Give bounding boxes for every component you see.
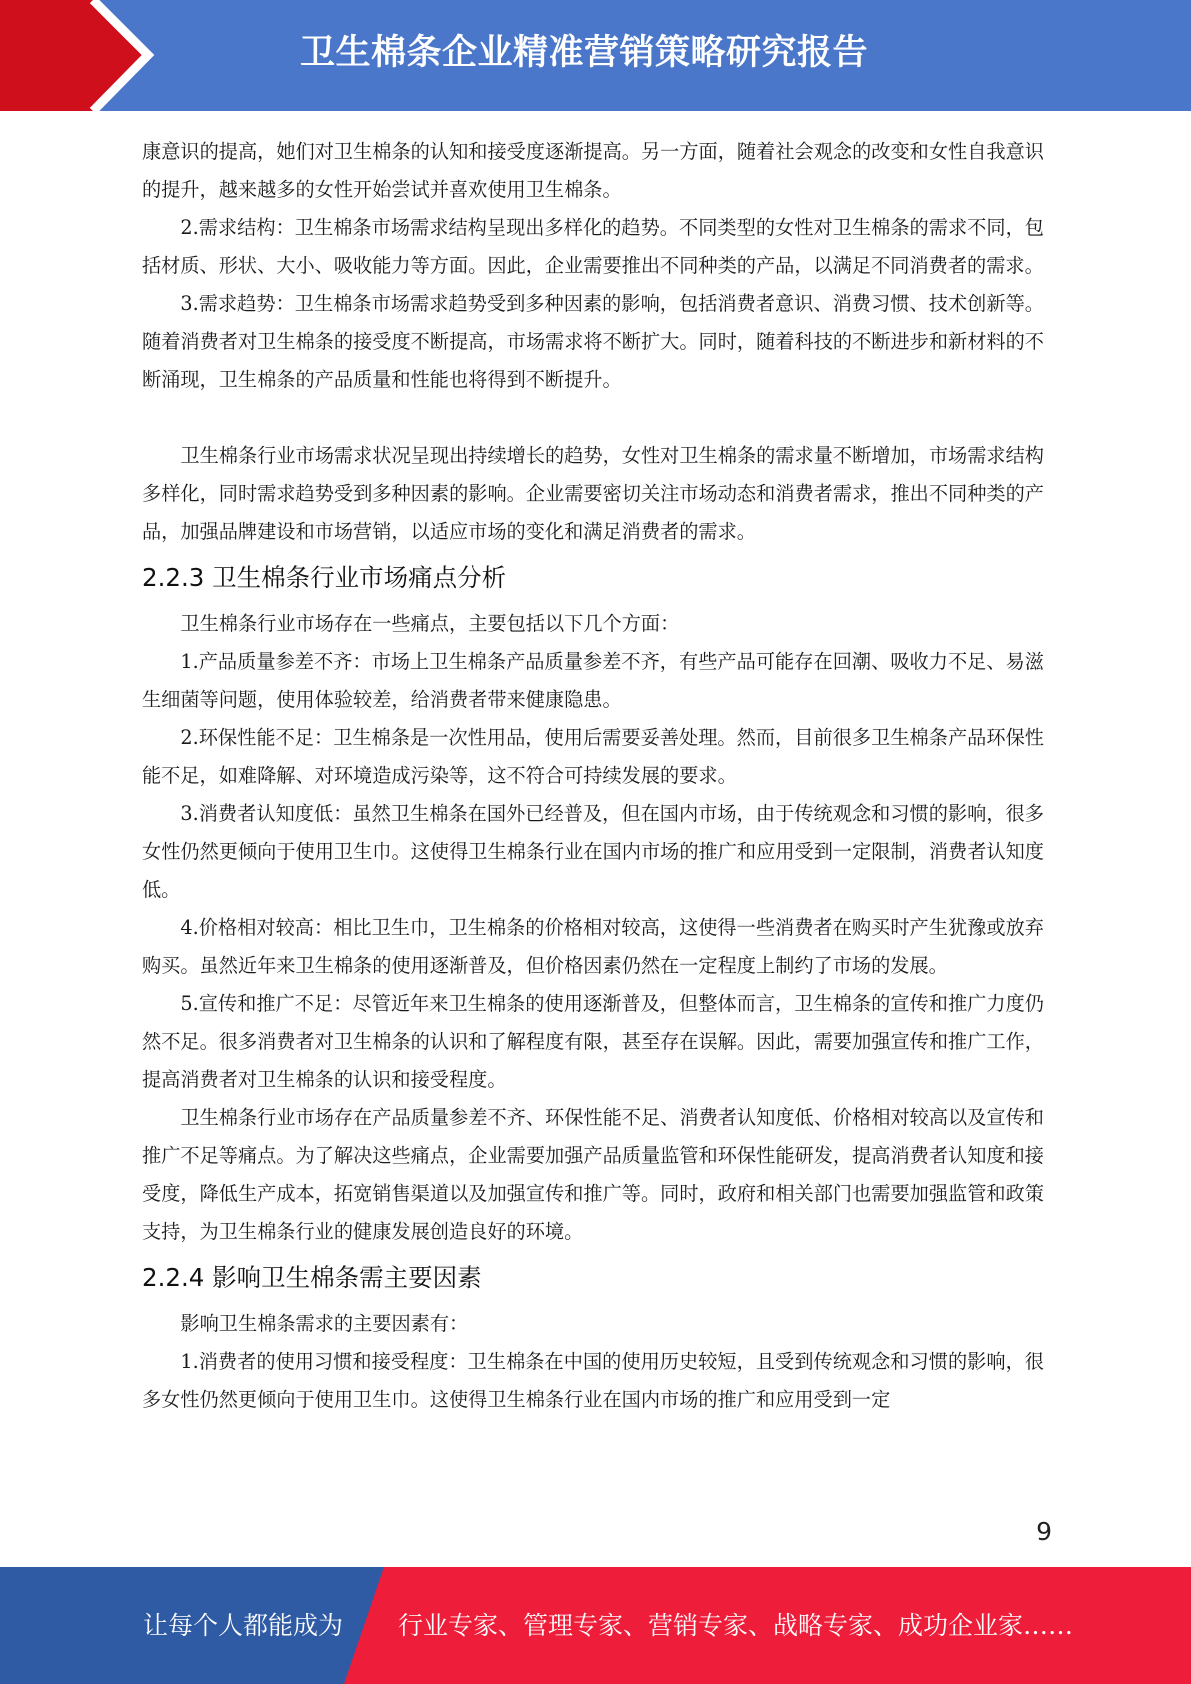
page-footer — [0, 1567, 1191, 1684]
spacer — [142, 399, 1044, 437]
paragraph: 卫生棉条行业市场需求状况呈现出持续增长的趋势，女性对卫生棉条的需求量不断增加，市场需求结构多样化，同时需求趋势受到多种因素的影响。企业需要密切关注市场动态和消费者需求，推出不同种类的产品，加强品牌建设和市场营销，以适应市场的变化和满足消费者的需求。 — [142, 444, 1044, 543]
page-number: 9 — [1036, 1517, 1052, 1546]
paragraph: 3.需求趋势：卫生棉条市场需求趋势受到多种因素的影响，包括消费者意识、消费习惯、技术创新等。随着消费者对卫生棉条的接受度不断提高，市场需求将不断扩大。同时，随着科技的不断进步和新材料的不断涌现，卫生棉条的产品质量和性能也将得到不断提升。 — [142, 292, 1044, 391]
paragraph: 2.需求结构：卫生棉条市场需求结构呈现出多样化的趋势。不同类型的女性对卫生棉条的需求不同，包括材质、形状、大小、吸收能力等方面。因此，企业需要推出不同种类的产品，以满足不同消费者的需求。 — [142, 216, 1044, 277]
paragraph: 4.价格相对较高：相比卫生巾，卫生棉条的价格相对较高，这使得一些消费者在购买时产生犹豫或放弃购买。虽然近年来卫生棉条的使用逐渐普及，但价格因素仍然在一定程度上制约了市场的发展。 — [142, 916, 1044, 977]
paragraph: 卫生棉条行业市场存在一些痛点，主要包括以下几个方面： — [180, 612, 680, 635]
footer-slogan-right: 行业专家、管理专家、营销专家、战略专家、成功企业家…… — [398, 1611, 1074, 1640]
paragraph: 1.产品质量参差不齐：市场上卫生棉条产品质量参差不齐，有些产品可能存在回潮、吸收力不足、易滋生细菌等问题，使用体验较差，给消费者带来健康隐患。 — [142, 650, 1044, 711]
paragraph: 2.环保性能不足：卫生棉条是一次性用品，使用后需要妥善处理。然而，目前很多卫生棉条产品环保性能不足，如难降解、对环境造成污染等，这不符合可持续发展的要求。 — [142, 726, 1044, 787]
document-body — [142, 133, 1044, 1419]
paragraph: 影响卫生棉条需求的主要因素有： — [180, 1312, 469, 1335]
section-heading: 2.2.3 卫生棉条行业市场痛点分析 — [142, 563, 507, 592]
paragraph: 1.消费者的使用习惯和接受程度：卫生棉条在中国的使用历史较短，且受到传统观念和习惯的影响，很多女性仍然更倾向于使用卫生巾。这使得卫生棉条行业在国内市场的推广和应用受到一定 — [142, 1350, 1044, 1411]
paragraph: 卫生棉条行业市场存在产品质量参差不齐、环保性能不足、消费者认知度低、价格相对较高以及宣传和推广不足等痛点。为了解决这些痛点，企业需要加强产品质量监管和环保性能研发，提高消费者认知度和接受度，降低生产成本，拓宽销售渠道以及加强宣传和推广等。同时，政府和相关部门也需要加强监管和政策支持，为卫生棉条行业的健康发展创造良好的环境。 — [142, 1106, 1044, 1243]
section-heading: 2.2.4 影响卫生棉条需主要因素 — [142, 1263, 482, 1292]
header-arrow-decoration — [0, 0, 300, 111]
report-title: 卫生棉条企业精准营销策略研究报告 — [300, 33, 869, 73]
page-header — [0, 0, 1191, 111]
footer-slogan-left: 让每个人都能成为 — [143, 1611, 344, 1640]
paragraph: 康意识的提高，她们对卫生棉条的认知和接受度逐渐提高。另一方面，随着社会观念的改变和女性自我意识的提升，越来越多的女性开始尝试并喜欢使用卫生棉条。 — [142, 140, 1044, 201]
paragraph: 3.消费者认知度低：虽然卫生棉条在国外已经普及，但在国内市场，由于传统观念和习惯的影响，很多女性仍然更倾向于使用卫生巾。这使得卫生棉条行业在国内市场的推广和应用受到一定限制，消费者认知度低。 — [142, 802, 1044, 901]
paragraph: 5.宣传和推广不足：尽管近年来卫生棉条的使用逐渐普及，但整体而言，卫生棉条的宣传和推广力度仍然不足。很多消费者对卫生棉条的认识和了解程度有限，甚至存在误解。因此，需要加强宣传和推广工作，提高消费者对卫生棉条的认识和接受程度。 — [142, 992, 1044, 1091]
